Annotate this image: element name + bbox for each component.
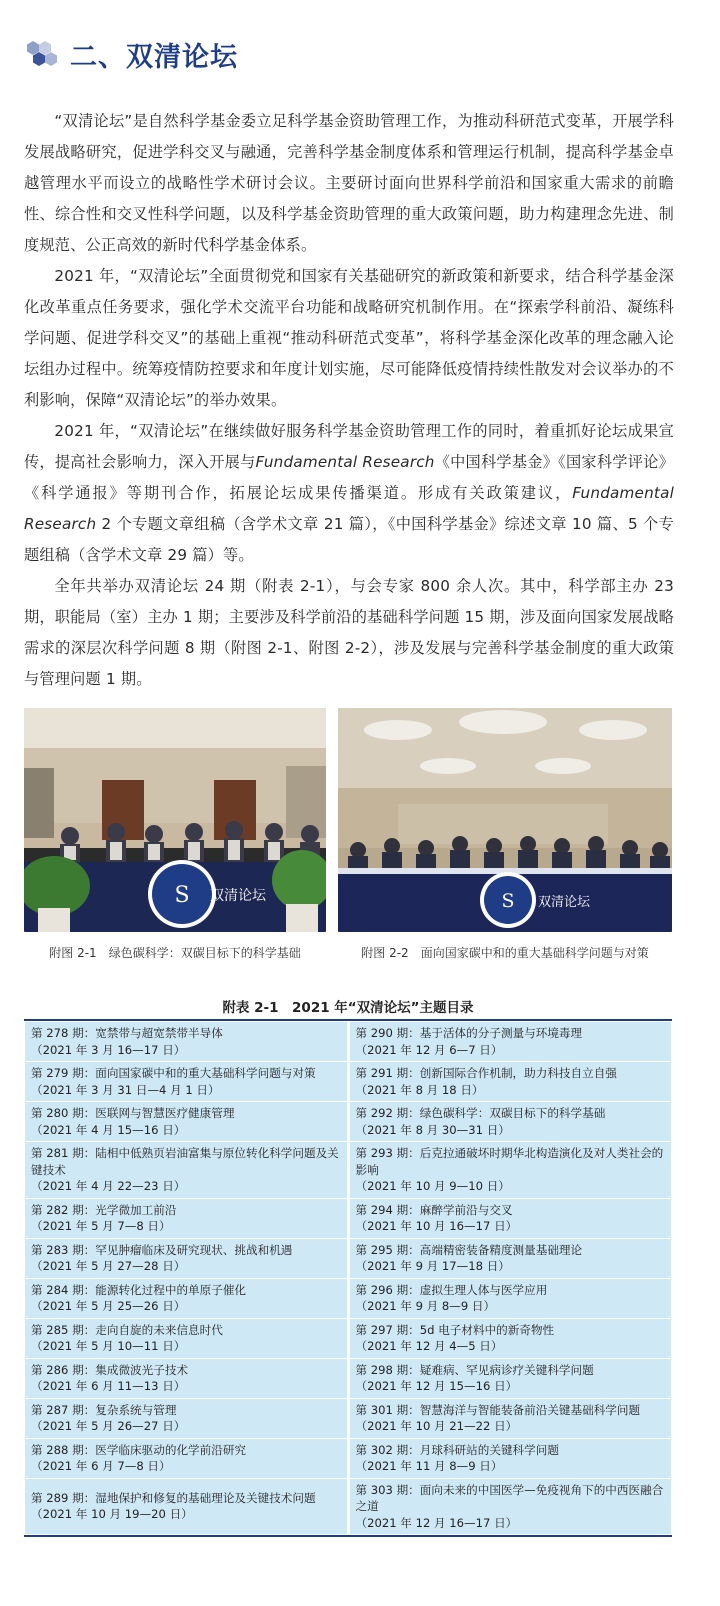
forum-issue-date: （2021 年 8 月 18 日） [355, 1082, 484, 1097]
forum-issue-title: 第 295 期：高端精密装备精度测量基础理论 [355, 1242, 583, 1257]
forum-issue-date: （2021 年 9 月 8—9 日） [355, 1299, 496, 1313]
forum-issue-title: 第 282 期：光学微加工前沿 [31, 1202, 177, 1217]
section-title: 二、双清论坛 [70, 41, 238, 73]
table-cell [348, 1438, 672, 1478]
table-row [25, 1478, 672, 1535]
forum-issue-date: （2021 年 8 月 30—31 日） [355, 1122, 510, 1137]
forum-issue-date: （2021 年 6 月 7—8 日） [31, 1459, 171, 1473]
table-cell [25, 1198, 349, 1238]
forum-issue-date: （2021 年 5 月 27—28 日） [31, 1259, 186, 1273]
forum-issue-title: 第 281 期：陆相中低熟页岩油富集与原位转化科学问题及关键技术 [31, 1146, 339, 1177]
table-row [25, 1278, 672, 1318]
table-cell [348, 1478, 672, 1535]
hexagon-cluster-icon [24, 39, 58, 69]
forum-issue-title: 第 278 期：宽禁带与超宽禁带半导体 [31, 1026, 223, 1040]
table-title: 附表 2-1 2021 年“双清论坛”主题目录 [222, 1000, 474, 1016]
section-header [24, 32, 238, 76]
journal-name-italic: Fundamental Research [24, 484, 674, 533]
forum-issue-date: （2021 年 5 月 26—27 日） [31, 1419, 186, 1433]
forum-issue-date: （2021 年 12 月 6—7 日） [355, 1042, 503, 1057]
table-body [25, 1022, 672, 1535]
table-cell [25, 1062, 349, 1102]
forum-issue-date: （2021 年 6 月 11—13 日） [31, 1379, 186, 1393]
forum-photo-right [338, 708, 672, 932]
table-cell [348, 1062, 672, 1102]
svg-text:S: S [501, 890, 515, 912]
forum-issue-date: （2021 年 10 月 16—17 日） [355, 1219, 518, 1233]
forum-issue-date: （2021 年 12 月 15—16 日） [355, 1379, 518, 1393]
table-cell [25, 1142, 349, 1199]
svg-text:S: S [174, 883, 190, 908]
table-cell [25, 1102, 349, 1142]
forum-issue-title: 第 292 期：绿色碳科学：双碳目标下的科学基础 [355, 1106, 606, 1120]
forum-issue-title: 第 303 期：面向未来的中国医学—免疫视角下的中西医融合之道 [355, 1482, 664, 1513]
table-cell [25, 1398, 349, 1438]
journal-name-italic: Fundamental Research [255, 453, 435, 471]
table-cell [25, 1278, 349, 1318]
forum-issue-date: （2021 年 4 月 15—16 日） [31, 1122, 186, 1137]
forum-issue-title: 第 294 期：麻醉学前沿与交叉 [355, 1202, 513, 1217]
forum-issue-title: 第 287 期：复杂系统与管理 [31, 1402, 177, 1417]
forum-issue-date: （2021 年 11 月 8—9 日） [355, 1459, 503, 1473]
paragraph-1: “双清论坛”是自然科学基金委立足科学基金资助管理工作，为推动科研范式变革，开展学科发展战略研究，促进学科交叉与融通，完善科学基金制度体系和管理运行机制，提高科学基金卓越管理水平而设立的战略性学术研讨会议。主要研讨面向世界科学前沿和国家重大需求的前瞻性、综合性和交叉性科学问题，以及科学基金资助管理的重大政策问题，助力构建理念先进、制度规范、公正高效的新时代科学基金体系。 [24, 112, 674, 254]
forum-issue-date: （2021 年 10 月 9—10 日） [355, 1179, 510, 1193]
forum-photo-left [24, 708, 326, 932]
table-row [25, 1062, 672, 1102]
table-cell [348, 1318, 672, 1358]
table-row [25, 1398, 672, 1438]
paragraph-4: 全年共举办双清论坛 24 期（附表 2-1），与会专家 800 余人次。其中，科学部主办 23 期，职能局（室）主办 1 期；主要涉及科学前沿的基础科学问题 15 期，涉及面向国家发展战略需求的深层次科学问题 8 期（附图 2-1、附图 2-2），涉及发展与完善科学基金制度的重大政策与管理问题 1 期。 [24, 577, 674, 688]
forum-issue-date: （2021 年 12 月 16—17 日） [355, 1515, 518, 1530]
table-cell [348, 1022, 672, 1062]
forum-issue-date: （2021 年 9 月 17—18 日） [355, 1259, 510, 1273]
table-cell [25, 1238, 349, 1278]
table-row [25, 1238, 672, 1278]
forum-issue-date: （2021 年 5 月 10—11 日） [31, 1339, 186, 1353]
forum-issue-date: （2021 年 4 月 22—23 日） [31, 1179, 186, 1193]
table-cell [25, 1022, 349, 1062]
forum-issue-title: 第 279 期：面向国家碳中和的重大基础科学问题与对策 [31, 1066, 316, 1080]
forum-issue-title: 第 291 期：创新国际合作机制，助力科技自立自强 [355, 1066, 617, 1080]
table-row [25, 1318, 672, 1358]
forum-topic-table [24, 1019, 672, 1537]
forum-issue-date: （2021 年 3 月 31 日—4 月 1 日） [31, 1082, 220, 1097]
forum-issue-title: 第 285 期：走向自旋的未来信息时代 [31, 1322, 223, 1337]
forum-issue-title: 第 296 期：虚拟生理人体与医学应用 [355, 1282, 548, 1297]
forum-issue-date: （2021 年 5 月 25—26 日） [31, 1299, 186, 1313]
forum-issue-title: 第 280 期：医联网与智慧医疗健康管理 [31, 1106, 235, 1120]
forum-issue-title: 第 283 期：罕见肿瘤临床及研究现状、挑战和机遇 [31, 1242, 293, 1257]
forum-issue-title: 第 293 期：后克拉通破坏时期华北构造演化及对人类社会的影响 [355, 1146, 664, 1177]
forum-banner-text: 双清论坛 [537, 895, 591, 910]
paragraph-3: 2021 年，“双清论坛”在继续做好服务科学基金资助管理工作的同时，着重抓好论坛成果宣传，提高社会影响力，深入开展与Fundamental Research《中国科学基金》《国家科学评论》《科学通报》等期刊合作，拓展论坛成果传播渠道。形成有关政策建议，Fundamental Research 2 个专题文章组稿（含学术文章 21 篇），《中国科学基金》综述文章 10 篇、5 个专题组稿（含学术文章 29 篇）等。 [24, 422, 674, 564]
table-row [25, 1022, 672, 1062]
figure-caption-2-1: 附图 2-1 绿色碳科学：双碳目标下的科学基础 [49, 946, 301, 960]
table-row [25, 1102, 672, 1142]
table-row [25, 1198, 672, 1238]
forum-issue-title: 第 301 期：智慧海洋与智能装备前沿关键基础科学问题 [355, 1402, 641, 1417]
table-cell [348, 1398, 672, 1438]
table-row [25, 1438, 672, 1478]
table-cell [348, 1198, 672, 1238]
forum-issue-date: （2021 年 5 月 7—8 日） [31, 1219, 171, 1233]
table-cell [25, 1318, 349, 1358]
table-cell [348, 1238, 672, 1278]
forum-issue-title: 第 302 期：月球科研站的关键科学问题 [355, 1442, 559, 1457]
table-cell [348, 1358, 672, 1398]
forum-issue-title: 第 284 期：能源转化过程中的单原子催化 [31, 1282, 247, 1297]
forum-issue-date: （2021 年 12 月 4—5 日） [355, 1339, 503, 1353]
table-cell [348, 1278, 672, 1318]
table-cell [25, 1358, 349, 1398]
forum-issue-title: 第 286 期：集成微波光子技术 [31, 1362, 189, 1377]
table-cell [348, 1142, 672, 1199]
figure-caption-2-2: 附图 2-2 面向国家碳中和的重大基础科学问题与对策 [361, 946, 649, 960]
table-row [25, 1358, 672, 1398]
table-row [25, 1142, 672, 1199]
paragraph-2: 2021 年，“双清论坛”全面贯彻党和国家有关基础研究的新政策和新要求，结合科学基金深化改革重点任务要求，强化学术交流平台功能和战略研究机制作用。在“探索学科前沿、凝练科学问题、促进学科交叉”的基础上重视“推动科研范式变革”，将科学基金深化改革的理念融入论坛组办过程中。统筹疫情防控要求和年度计划实施，尽可能降低疫情持续性散发对会议举办的不利影响，保障“双清论坛”的举办效果。 [24, 267, 674, 409]
forum-issue-title: 第 289 期：湿地保护和修复的基础理论及关键技术问题 [31, 1490, 316, 1505]
body-text [24, 106, 674, 695]
forum-issue-date: （2021 年 3 月 16—17 日） [31, 1042, 186, 1057]
forum-issue-title: 第 297 期：5d 电子材料中的新奇物性 [355, 1322, 555, 1337]
table-cell [25, 1438, 349, 1478]
forum-issue-date: （2021 年 10 月 21—22 日） [355, 1419, 518, 1433]
forum-issue-date: （2021 年 10 月 19—20 日） [31, 1507, 193, 1522]
forum-banner-text: 双清论坛 [210, 888, 266, 904]
forum-issue-title: 第 290 期：基于活体的分子测量与环境毒理 [355, 1026, 583, 1040]
forum-issue-title: 第 298 期：疑难病、罕见病诊疗关键科学问题 [355, 1362, 594, 1377]
table-cell [348, 1102, 672, 1142]
forum-issue-title: 第 288 期：医学临床驱动的化学前沿研究 [31, 1442, 247, 1457]
table-cell [25, 1478, 349, 1535]
